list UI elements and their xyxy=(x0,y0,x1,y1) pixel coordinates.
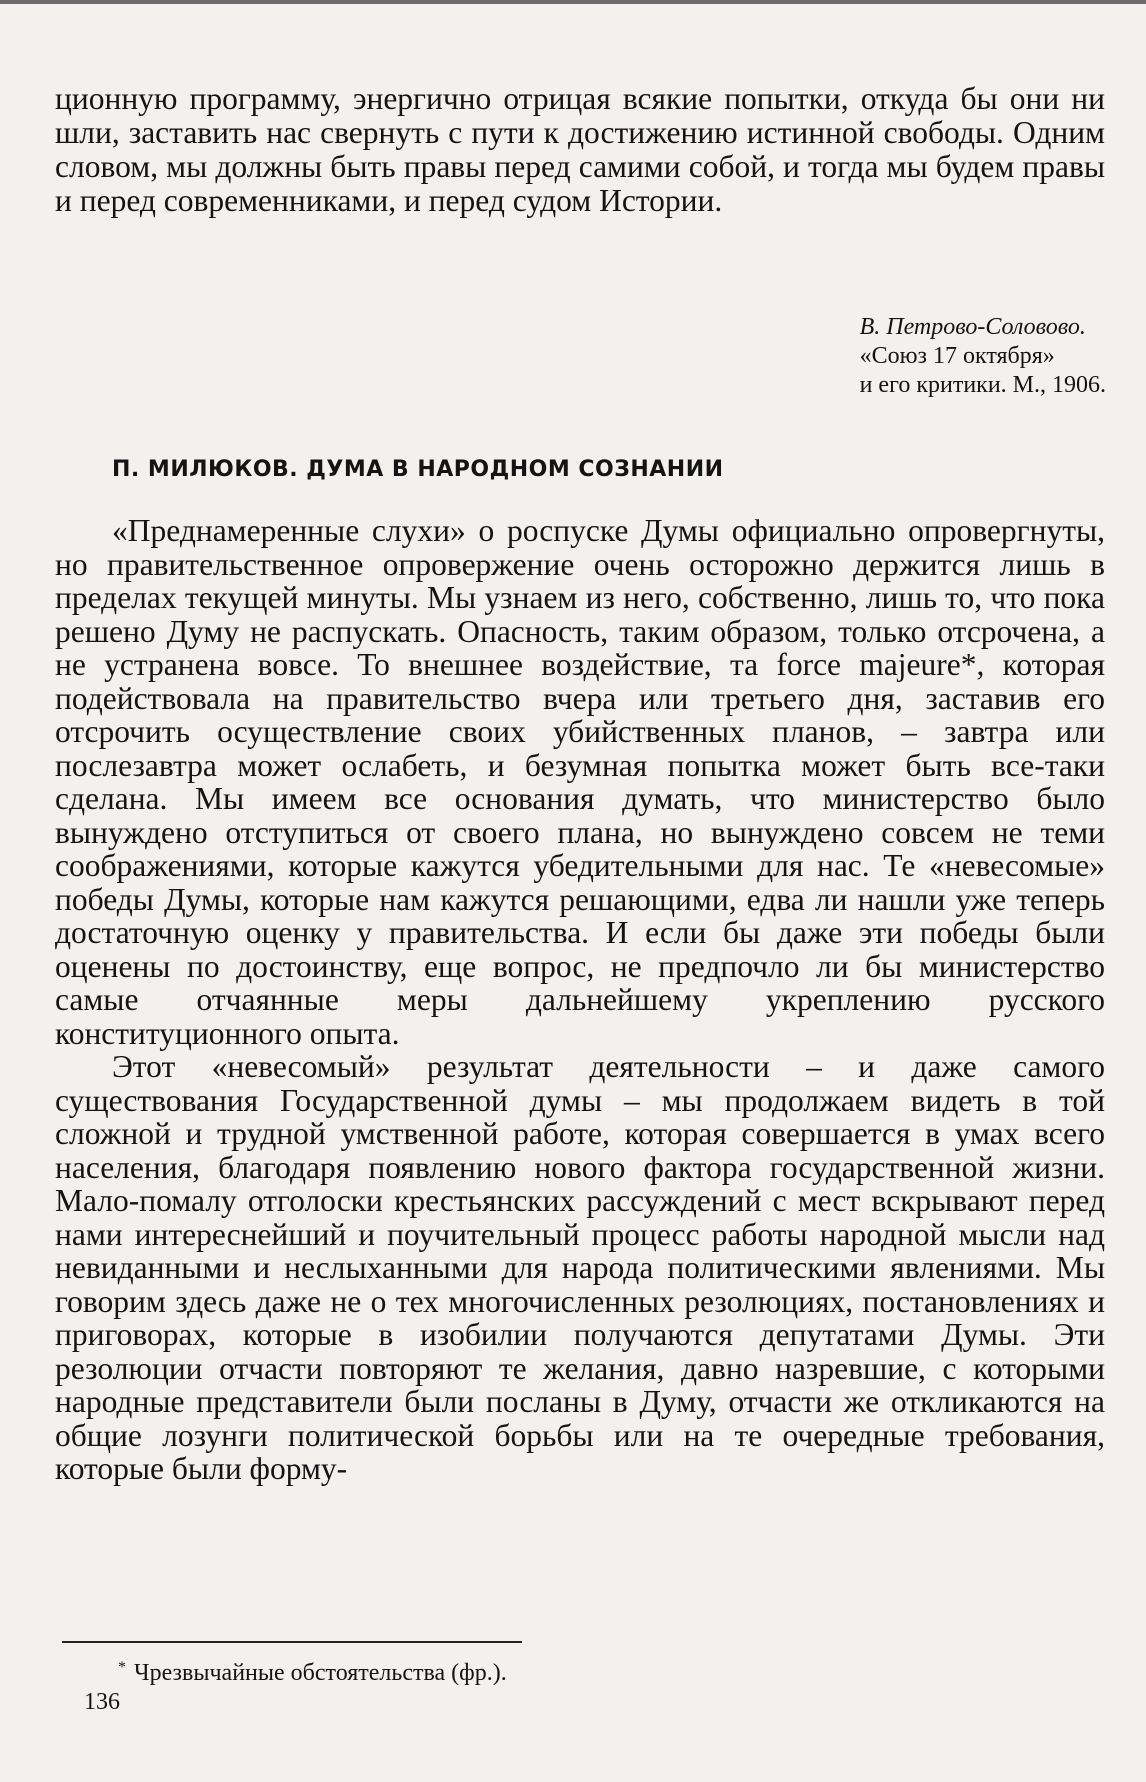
body-paragraph: «Преднамеренные слухи» о роспуске Думы официально опровергнуты, но правительственное опровержение очень осторожно держится лишь в пределах текущей минуты. Мы узнаем из него, собственно, лишь то, что пока решено Думу не распускать. Опасность, таким образом, только отсрочена, а не устранена вовсе. То внешнее воздействие, та force majeure*, которая подействовала на правительство вчера или третьего дня, заставив его отсрочить осуществление своих убийственных планов, – завтра или послезавтра может ослабеть, и безумная попытка может быть все-таки сделана. Мы имеем все основания думать, что министерство было вынуждено отступиться от своего плана, но вынуждено совсем не теми соображениями, которые кажутся убедительными для нас. Те «невесомые» победы Думы, которые нам кажутся решающими, едва ли нашли уже теперь достаточную оценку у правительства. И если бы даже эти победы были оценены по достоинству, еще вопрос, не предпочло ли бы министерство самые отчаянные меры дальнейшему укреплению русского конституционного опыта. xyxy=(55,513,1105,1051)
footnote-text: Чрезвычайные обстоятельства (фр.). xyxy=(134,1660,507,1686)
footnote-divider xyxy=(62,1641,522,1643)
attribution-block xyxy=(860,313,1106,400)
page-top-edge xyxy=(0,0,1146,4)
intro-paragraph: ционную программу, энергично отрицая всякие попытки, откуда бы они ни шли, заставить нас свернуть с пути к достижению истинной свободы. Одним словом, мы должны быть правы перед самими собой, и тогда мы будем правы и перед современниками, и перед судом Истории. xyxy=(55,81,1105,218)
footnote-mark: * xyxy=(118,1659,126,1676)
footnote xyxy=(118,1658,507,1691)
section-heading: П. МИЛЮКОВ. ДУМА В НАРОДНОМ СОЗНАНИИ xyxy=(112,457,724,482)
attribution-author: В. Петрово-Соловово. xyxy=(859,314,1086,340)
page-number: 136 xyxy=(84,1689,120,1715)
body-paragraph: Этот «невесомый» результат деятельности – и даже самого существования Государственной думы – мы продолжаем видеть в той сложной и трудной умственной работе, которая совершается в умах всего населения, благодаря появлению нового фактора государственной жизни. Мало-помалу отголоски крестьянских рассуждений с мест вскрывают перед нами интереснейший и поучительный процесс работы народной мысли над невиданными и неслыханными для народа политическими явлениями. Мы говорим здесь даже не о тех многочисленных резолюциях, постановлениях и приговорах, которые в изобилии получаются депутатами Думы. Эти резолюции отчасти повторяют те желания, давно назревшие, с которыми народные представители были посланы в Думу, отчасти же откликаются на общие лозунги политической борьбы или на те очередные требования, которые были форму- xyxy=(55,1049,1105,1486)
attribution-source: и его критики. М., 1906. xyxy=(859,372,1106,398)
article-body xyxy=(55,514,1105,1486)
attribution-title: «Союз 17 октября» xyxy=(859,343,1055,369)
